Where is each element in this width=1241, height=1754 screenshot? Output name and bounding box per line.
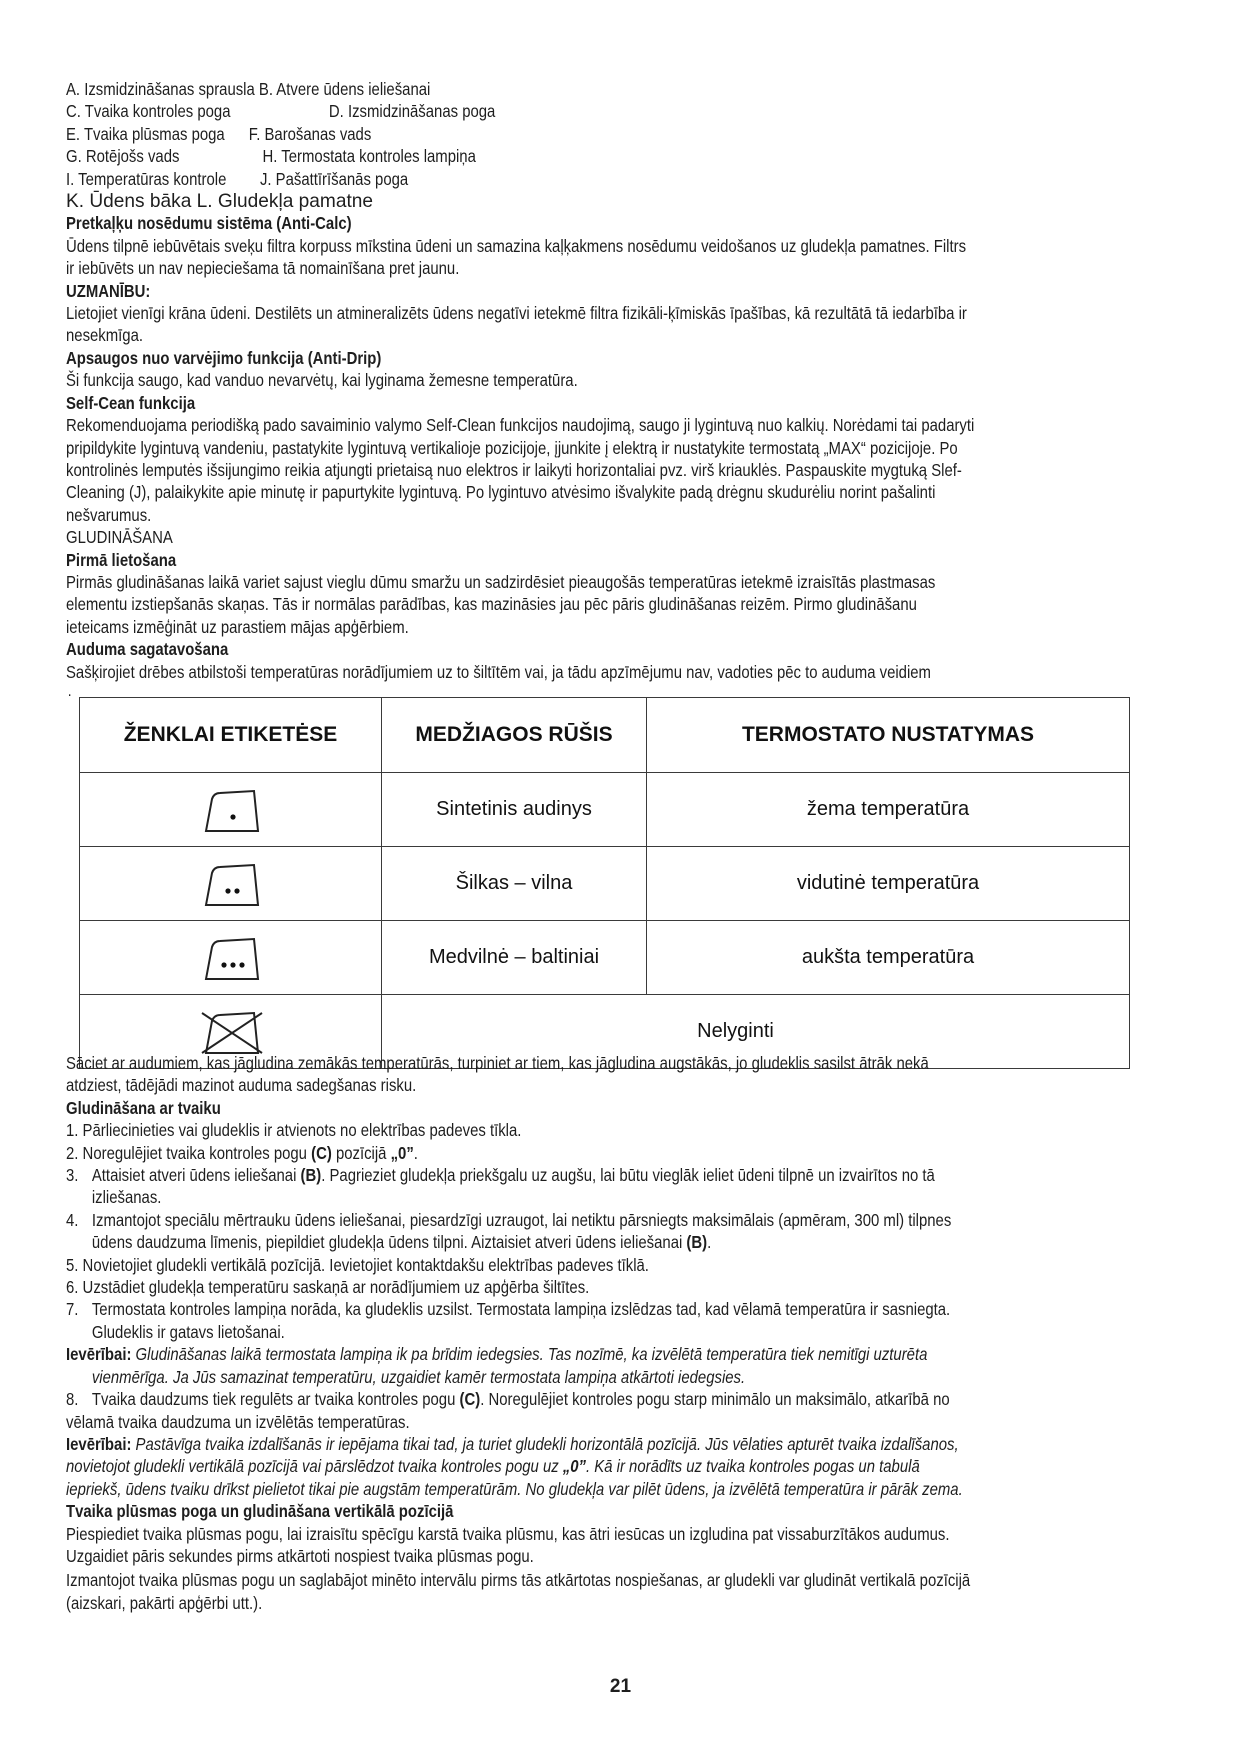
symbol-cell (80, 773, 382, 847)
iron-3-dots-icon (198, 935, 264, 981)
header-labels: ŽENKLAI ETIKETĖSE (80, 698, 382, 773)
step-4-cont: ūdens daudzuma līmenis, piepildiet gludekļa ūdens tilpni. Aiztaisiet atveri ūdens ieliešanai (B). (91, 1232, 712, 1253)
page-number: 21 (609, 1676, 632, 1697)
gludinasana-heading: GLUDINĀŠANA (66, 527, 173, 548)
setting-cell: žema temperatūra (647, 773, 1130, 847)
step-3-cont: izliešanas. (91, 1187, 162, 1208)
pirma-title: Pirmā lietošana (66, 549, 177, 570)
note-2-cont-2: iepriekš, ūdens tvaiku drīkst pielietot tikai pie augstām temperatūrām. No gludekļa var pilēt ūdens, ja izvēlētā temperatūra ir pārāk zema. (66, 1478, 963, 1499)
selfclean-body-1: Rekomenduojama periodišką pado savaiminio valymo Self-Clean funkcijos naudojimą, saugo ji lygintuvą nuo kalkių. Norėdami tai padaryti (66, 415, 975, 436)
anticalc-body-1: Ūdens tilpnē iebūvētais sveķu filtra korpuss mīkstina ūdeni un samazina kaļķakmens nosēdumu veidošanos uz gludekļa pamatnes. Filtrs (66, 235, 967, 256)
do-not-iron-icon (198, 1009, 264, 1055)
iron-2-dots-icon (198, 861, 264, 907)
selfclean-body-3: kontrolinės lemputės išsijungimo reikia atjungti prietaisą nuo elektros ir laikyti horizontaliai pvz. virš kriauklės. Paspauskite mygtuką Slef- (66, 459, 962, 480)
pirma-body-3: ieteicams izmēģināt uz parastiem mājas apģērbiem. (66, 616, 409, 637)
uzmanibu-body-2: nesekmīga. (66, 325, 144, 346)
legend-line-5: I. Temperatūras kontrole J. Pašattīrīšanās poga (66, 168, 409, 189)
auduma-body-1: Sašķirojiet drēbes atbilstoši temperatūras norādījumiem uz to šiltītēm vai, ja tādu apzīmējumu nav, vadoties pēc to auduma veidiem (66, 661, 931, 682)
setting-cell: vidutinė temperatūra (647, 847, 1130, 921)
step-4: 4. Izmantojot speciālu mērtrauku ūdens ieliešanai, piesardzīgi uzraugot, lai netiktu pārsniegts maksimālais (apmēram, 300 ml) tilpnes (66, 1209, 952, 1230)
document-body (66, 78, 1176, 701)
table-row (80, 773, 1130, 847)
material-cell: Medvilnė – baltiniai (382, 921, 647, 995)
burst-body-1: Piespiediet tvaika plūsmas pogu, lai izraisītu spēcīgu karstā tvaika plūsmu, kas ātri iesūcas un izgludina pat vissaburzītākos audumus. (66, 1523, 950, 1544)
header-thermostat: TERMOSTATO NUSTATYMAS (647, 698, 1130, 773)
setting-cell: aukšta temperatūra (647, 921, 1130, 995)
symbol-cell (80, 847, 382, 921)
steam-title: Gludināšana ar tvaiku (66, 1097, 221, 1118)
symbol-cell (80, 921, 382, 995)
burst-body-3: Izmantojot tvaika plūsmas pogu un saglabājot minēto intervālu pirms tās atkārtotas nospiešanas, ar gludekli var gludināt vertikalā pozīcijā (66, 1570, 971, 1591)
legend-line-4: G. Rotējošs vads H. Termostata kontroles lampiņa (66, 146, 476, 167)
antidrip-title: Apsaugos nuo varvėjimo funkcija (Anti-Drip) (66, 347, 382, 368)
material-cell: Šilkas – vilna (382, 847, 647, 921)
burst-body-2: Uzgaidiet pāris sekundes pirms atkārtoti nospiest tvaika plūsmas pogu. (66, 1545, 534, 1566)
auduma-title: Auduma sagatavošana (66, 639, 229, 660)
legend-line-6: K. Ūdens bāka L. Gludekļa pamatne (66, 190, 374, 213)
step-1: 1. Pārliecinieties vai gludeklis ir atvienots no elektrības padeves tīkla. (66, 1120, 522, 1141)
table-row (80, 847, 1130, 921)
step-8-cont: vēlamā tvaika daudzuma un izvēlētās temperatūras. (66, 1411, 410, 1432)
header-material: MEDŽIAGOS RŪŠIS (382, 698, 647, 773)
table-row (80, 921, 1130, 995)
burst-title: Tvaika plūsmas poga un gludināšana vertikālā pozīcijā (66, 1501, 454, 1522)
note-1: Ievērībai: Gludināšanas laikā termostata lampiņa ik pa brīdim iedegsies. Tas nozīmē, ka izvēlētā temperatūra tiek nemitīgi uzturēta (66, 1344, 928, 1365)
pirma-body-2: elementu izstiepšanās skaņas. Tās ir normālas parādības, kas mazināsies jau pēc pāris gludināšanas reizēm. Pirmo gludināšanu (66, 594, 917, 615)
selfclean-body-5: nešvarumus. (66, 504, 152, 525)
iron-1-dot-icon (198, 787, 264, 833)
uzmanibu-body-1: Lietojiet vienīgi krāna ūdeni. Destilēts un atmineralizēts ūdens negatīvi ietekmē filtra fizikāli-ķīmiskās īpašības, kā rezultātā tā iedarbība ir (66, 303, 967, 324)
legend-line-2: C. Tvaika kontroles poga D. Izsmidzināšanas poga (66, 101, 496, 122)
after-table-1: Sāciet ar audumiem, kas jāgludina zemākās temperatūrās, turpiniet ar tiem, kas jāgludina augstākās, jo gludeklis sasilst ātrāk nekā (66, 1053, 929, 1073)
pirma-body-1: Pirmās gludināšanas laikā variet sajust vieglu dūmu smaržu un sadzirdēsiet pieaugošās temperatūras ietekmē izraisītās plastmasas (66, 571, 936, 592)
selfclean-title: Self-Cean funkcija (66, 392, 196, 413)
table-header-row (80, 698, 1130, 773)
fabric-temperature-table (79, 697, 1130, 1069)
note-1-cont: vienmērīga. Ja Jūs samazinat temperatūru, uzgaidiet kamēr termostata lampiņa atkārtoti iedegsies. (91, 1366, 746, 1387)
step-6: 6. Uzstādiet gludekļa temperatūru saskaņā ar norādījumiem uz apģērba šiltītes. (66, 1277, 590, 1298)
antidrip-body-1: Ši funkcija saugo, kad vanduo nevarvėtų, kai lyginama žemesne temperatūra. (66, 370, 578, 391)
note-2-cont-1: novietojot gludekli vertikālā pozīcijā vai pārslēdzot tvaika kontroles pogu uz „0”. Kā ir norādīts uz tvaika kontroles pogas un tabulā (66, 1456, 920, 1477)
after-table-2: atdziest, tādējādi mazinot auduma sadegšanas risku. (66, 1075, 417, 1096)
selfclean-body-4: Cleaning (J), palaikykite apie minutę ir papurtykite lygintuvą. Po lygintuvo atvėsimo išvalykite padą drėgnu skudurėliu norint pašalinti (66, 482, 936, 503)
step-3: 3. Attaisiet atveri ūdens ieliešanai (B). Pagrieziet gludekļa priekšgalu uz augšu, lai būtu vieglāk ieliet ūdeni tilpnē un izvairītos no tā (66, 1165, 935, 1186)
step-8: 8. Tvaika daudzums tiek regulēts ar tvaika kontroles pogu (C). Noregulējiet kontroles pogu starp minimālo un maksimālo, atkarībā no (66, 1389, 950, 1410)
uzmanibu-title: UZMANĪBU: (66, 280, 151, 301)
selfclean-body-2: pripildykite lygintuvą vandeniu, pastatykite lygintuvą vertikalioje pozicijoje, įjunkite į elektrą ir nustatykite termostatą „MAX“ pozicijoje. Po (66, 437, 958, 458)
legend-line-1: A. Izsmidzināšanas sprausla B. Atvere ūdens ieliešanai (66, 79, 431, 99)
setting-cell: Nelyginti (382, 995, 1130, 1069)
auduma-body-2: . (67, 682, 72, 700)
anticalc-title: Pretkaļķu nosēdumu sistēma (Anti-Calc) (66, 213, 352, 234)
burst-body-4: (aizskari, pakārti apģērbi utt.). (66, 1592, 263, 1613)
legend-line-3: E. Tvaika plūsmas poga F. Barošanas vads (66, 123, 372, 144)
anticalc-body-2: ir iebūvēts un nav nepieciešama tā nomainīšana pret jaunu. (66, 258, 460, 279)
step-7-cont: Gludeklis ir gatavs lietošanai. (91, 1321, 285, 1342)
step-5: 5. Novietojiet gludekli vertikālā pozīcijā. Ievietojiet kontaktdakšu elektrības padeves tīklā. (66, 1254, 649, 1275)
step-2: 2. Noregulējiet tvaika kontroles pogu (C) pozīcijā „0”. (66, 1142, 418, 1163)
material-cell: Sintetinis audinys (382, 773, 647, 847)
note-2: Ievērībai: Pastāvīga tvaika izdalīšanās ir iepējama tikai tad, ja turiet gludekli horizontālā pozīcijā. Jūs vēlaties apturēt tvaika izdalīšanos, (66, 1433, 959, 1454)
step-7: 7. Termostata kontroles lampiņa norāda, ka gludeklis uzsilst. Termostata lampiņa izslēdzas tad, kad vēlamā temperatūra ir sasniegta. (66, 1299, 951, 1320)
document-body-lower (66, 1052, 1176, 1614)
